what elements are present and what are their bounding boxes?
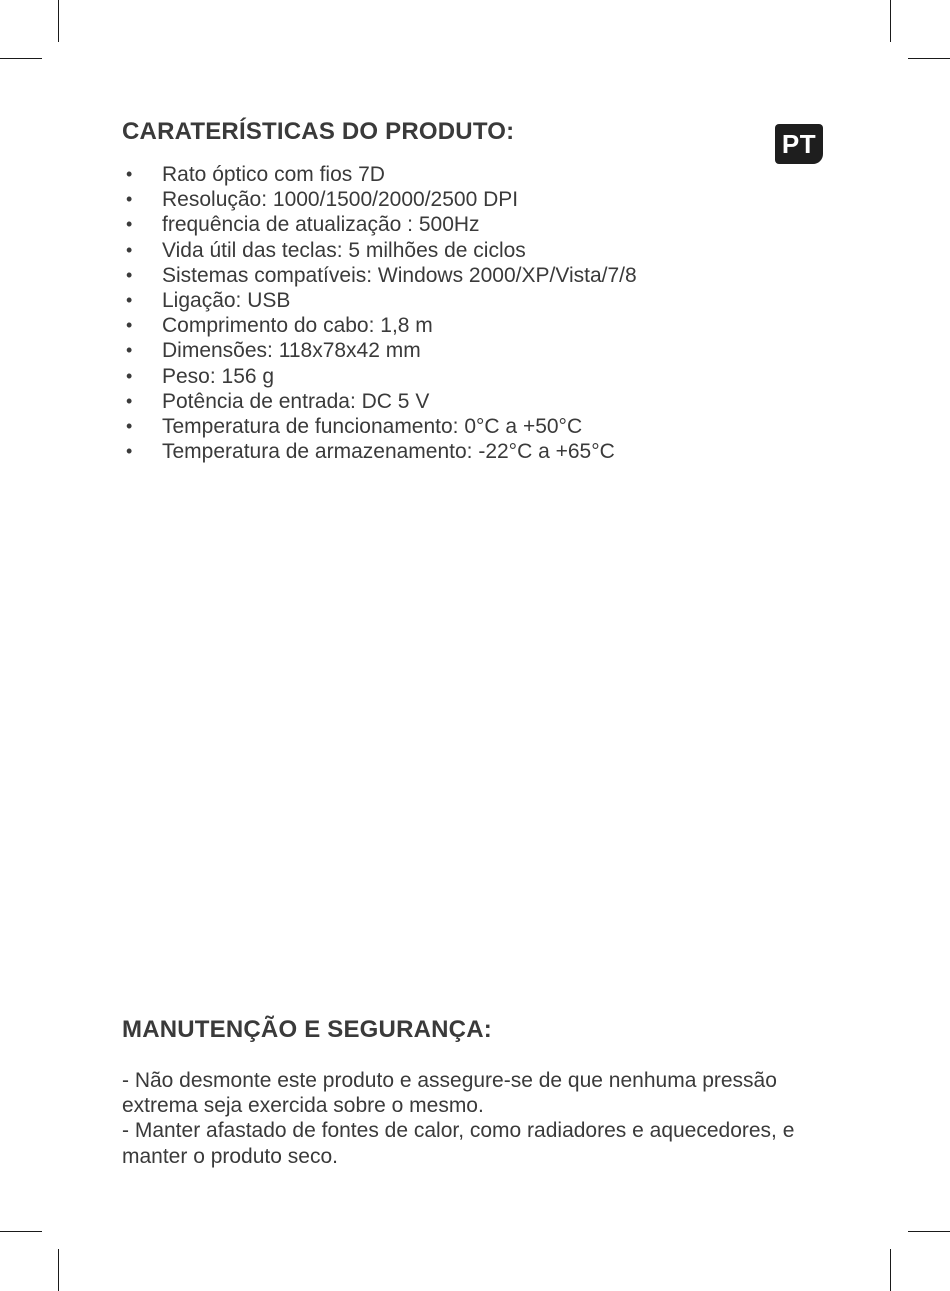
spec-text: Temperatura de funcionamento: 0°C a +50°C (162, 414, 583, 438)
maintenance-title: MANUTENÇÃO E SEGURANÇA: (122, 1016, 492, 1043)
bullet-icon: • (126, 189, 133, 210)
bullet-icon: • (126, 415, 133, 436)
bullet-icon: • (126, 390, 133, 411)
spec-text: Rato óptico com fios 7D (162, 163, 385, 186)
bullet-icon: • (126, 289, 133, 310)
spec-text: Dimensões: 118x78x42 mm (162, 339, 421, 363)
spec-text: Comprimento do cabo: 1,8 m (162, 314, 433, 338)
spec-text: Potência de entrada: DC 5 V (162, 389, 430, 413)
crop-mark-top-left-vertical (58, 0, 59, 42)
spec-text: Sistemas compatíveis: Windows 2000/XP/Vista/7/8 (162, 263, 637, 287)
bullet-icon: • (126, 264, 133, 285)
spec-text: Resolução: 1000/1500/2000/2500 DPI (162, 188, 519, 212)
bullet-icon: • (126, 214, 133, 235)
language-badge: PT (775, 124, 823, 164)
bullet-icon: • (126, 164, 133, 184)
spec-text: Vida útil das teclas: 5 milhões de ciclos (162, 238, 526, 262)
maintenance-body (122, 1068, 832, 1169)
bullet-icon: • (126, 365, 133, 386)
spec-text: Peso: 156 g (162, 364, 275, 388)
spec-text: frequência de atualização : 500Hz (162, 213, 480, 237)
bullet-icon: • (126, 239, 133, 260)
crop-mark-top-left-horizontal (0, 58, 42, 59)
crop-mark-bottom-left-vertical (58, 1249, 59, 1291)
specs-title: CARATERÍSTICAS DO PRODUTO: (122, 118, 515, 145)
crop-mark-bottom-right-horizontal (908, 1231, 950, 1232)
bullet-icon: • (126, 340, 133, 361)
bullet-icon: • (126, 441, 133, 462)
spec-text: Temperatura de armazenamento: -22°C a +65°C (162, 440, 615, 464)
bullet-icon: • (126, 315, 133, 336)
maintenance-paragraph: - Manter afastado de fontes de calor, como radiadores e aquecedores, e manter o produto seco. (122, 1119, 795, 1168)
crop-mark-bottom-left-horizontal (0, 1231, 42, 1232)
maintenance-paragraph: - Não desmonte este produto e assegure-se de que nenhuma pressão extrema seja exercida sobre o mesmo. (122, 1069, 777, 1118)
crop-mark-top-right-vertical (890, 0, 891, 42)
crop-mark-bottom-right-vertical (890, 1249, 891, 1291)
spec-text: Ligação: USB (162, 288, 291, 312)
crop-mark-top-right-horizontal (908, 58, 950, 59)
